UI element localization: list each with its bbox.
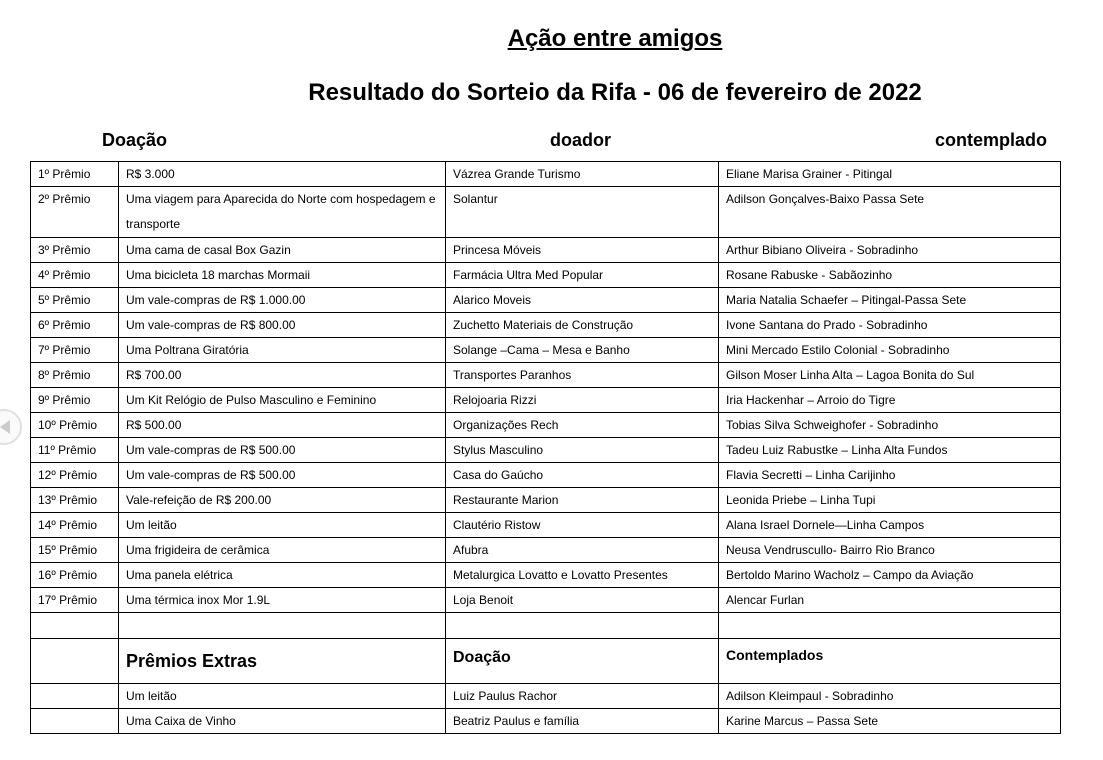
previous-page-arrow-icon[interactable] <box>0 409 22 445</box>
prize-item: Uma cama de casal Box Gazin <box>119 238 446 263</box>
table-row <box>31 513 1061 538</box>
table-row <box>31 162 1061 187</box>
prize-winner: Leonida Priebe – Linha Tupi <box>719 488 1061 513</box>
prize-place: 13º Prêmio <box>31 488 119 513</box>
results-table <box>30 161 1061 734</box>
table-row <box>31 438 1061 463</box>
prize-winner: Arthur Bibiano Oliveira - Sobradinho <box>719 238 1061 263</box>
prize-place: 12º Prêmio <box>31 463 119 488</box>
prize-place: 16º Prêmio <box>31 563 119 588</box>
table-row <box>31 338 1061 363</box>
table-row <box>31 238 1061 263</box>
document-title: Ação entre amigos <box>507 25 723 52</box>
prize-item: Uma Poltrana Giratória <box>119 338 446 363</box>
prize-donor: Organizações Rech <box>446 413 719 438</box>
prize-winner: Adilson Gonçalves-Baixo Passa Sete <box>719 187 1061 238</box>
prize-place: 15º Prêmio <box>31 538 119 563</box>
prize-place: 7º Prêmio <box>31 338 119 363</box>
prize-winner: Tadeu Luiz Rabustke – Linha Alta Fundos <box>719 438 1061 463</box>
prize-winner: Rosane Rabuske - Sabãozinho <box>719 263 1061 288</box>
prize-item: Um vale-compras de R$ 800.00 <box>119 313 446 338</box>
prize-winner: Tobias Silva Schweighofer - Sobradinho <box>719 413 1061 438</box>
prize-winner: Alana Israel Dornele—Linha Campos <box>719 513 1061 538</box>
prize-item: R$ 500.00 <box>119 413 446 438</box>
prize-item: Uma panela elétrica <box>119 563 446 588</box>
prize-donor: Solantur <box>446 187 719 238</box>
prize-place: 1º Prêmio <box>31 162 119 187</box>
prize-item: Uma térmica inox Mor 1.9L <box>119 588 446 613</box>
prize-item: Um Kit Relógio de Pulso Masculino e Feminino <box>119 388 446 413</box>
prize-winner: Ivone Santana do Prado - Sobradinho <box>719 313 1061 338</box>
prize-donor: Alarico Moveis <box>446 288 719 313</box>
prize-item: R$ 3.000 <box>119 162 446 187</box>
empty-cell <box>31 684 119 709</box>
prize-place: 4º Prêmio <box>31 263 119 288</box>
prize-donor: Clautério Ristow <box>446 513 719 538</box>
header-contemplado: contemplado <box>935 130 1048 150</box>
empty-cell <box>119 613 446 639</box>
prize-item: Um leitão <box>119 513 446 538</box>
empty-cell <box>31 613 119 639</box>
prize-donor: Transportes Paranhos <box>446 363 719 388</box>
extra-item: Um leitão <box>119 684 446 709</box>
table-row <box>31 313 1061 338</box>
extra-donor: Luiz Paulus Rachor <box>446 684 719 709</box>
prize-place: 8º Prêmio <box>31 363 119 388</box>
extras-winner-header: Contemplados <box>719 639 1061 684</box>
prize-donor: Stylus Masculino <box>446 438 719 463</box>
prize-donor: Solange –Cama – Mesa e Banho <box>446 338 719 363</box>
prize-donor: Afubra <box>446 538 719 563</box>
prize-place: 6º Prêmio <box>31 313 119 338</box>
table-row <box>31 187 1061 238</box>
prize-winner: Eliane Marisa Grainer - Pitingal <box>719 162 1061 187</box>
prize-winner: Flavia Secretti – Linha Carijinho <box>719 463 1061 488</box>
prize-winner: Neusa Vendruscullo- Bairro Rio Branco <box>719 538 1061 563</box>
table-row <box>31 538 1061 563</box>
prize-place: 3º Prêmio <box>31 238 119 263</box>
prize-donor: Farmácia Ultra Med Popular <box>446 263 719 288</box>
prize-item: R$ 700.00 <box>119 363 446 388</box>
prize-donor: Metalurgica Lovatto e Lovatto Presentes <box>446 563 719 588</box>
prize-item: Um vale-compras de R$ 500.00 <box>119 463 446 488</box>
extras-donor-header: Doação <box>446 639 719 684</box>
extras-title <box>119 639 446 684</box>
table-row <box>31 588 1061 613</box>
header-doacao: Doação <box>102 130 168 150</box>
empty-cell <box>31 639 119 684</box>
header-doador: doador <box>550 130 611 150</box>
table-row <box>31 388 1061 413</box>
empty-cell <box>719 613 1061 639</box>
prize-place: 2º Prêmio <box>31 187 119 238</box>
extra-item: Uma Caixa de Vinho <box>119 709 446 734</box>
table-row <box>31 288 1061 313</box>
prize-donor: Princesa Móveis <box>446 238 719 263</box>
empty-row <box>31 613 1061 639</box>
table-row <box>31 463 1061 488</box>
extra-donor: Beatriz Paulus e família <box>446 709 719 734</box>
extra-winner: Adilson Kleimpaul - Sobradinho <box>719 684 1061 709</box>
prize-donor: Zuchetto Materiais de Construção <box>446 313 719 338</box>
prize-winner: Bertoldo Marino Wacholz – Campo da Aviação <box>719 563 1061 588</box>
prize-winner: Mini Mercado Estilo Colonial - Sobradinho <box>719 338 1061 363</box>
prize-item: Vale-refeição de R$ 200.00 <box>119 488 446 513</box>
prize-donor: Casa do Gaúcho <box>446 463 719 488</box>
prize-donor: Vázrea Grande Turismo <box>446 162 719 187</box>
table-row <box>31 563 1061 588</box>
prize-place: 11º Prêmio <box>31 438 119 463</box>
empty-cell <box>446 613 719 639</box>
extra-winner: Karine Marcus – Passa Sete <box>719 709 1061 734</box>
prize-item: Uma frigideira de cerâmica <box>119 538 446 563</box>
prize-item: Uma bicicleta 18 marchas Mormaii <box>119 263 446 288</box>
prize-winner: Maria Natalia Schaefer – Pitingal-Passa Sete <box>719 288 1061 313</box>
prize-donor: Restaurante Marion <box>446 488 719 513</box>
prize-place: 17º Prêmio <box>31 588 119 613</box>
prize-place: 5º Prêmio <box>31 288 119 313</box>
prize-item: Um vale-compras de R$ 500.00 <box>119 438 446 463</box>
prize-winner: Alencar Furlan <box>719 588 1061 613</box>
extras-row <box>31 684 1061 709</box>
prize-place: 10º Prêmio <box>31 413 119 438</box>
prize-place: 14º Prêmio <box>31 513 119 538</box>
prize-donor: Relojoaria Rizzi <box>446 388 719 413</box>
empty-cell <box>31 709 119 734</box>
prize-item: Uma viagem para Aparecida do Norte com hospedagem e transporte <box>119 187 446 238</box>
extras-title-text: Prêmios Extras <box>126 651 258 671</box>
prize-place: 9º Prêmio <box>31 388 119 413</box>
extras-row <box>31 709 1061 734</box>
document-subtitle: Resultado do Sorteio da Rifa - 06 de fevereiro de 2022 <box>308 79 922 106</box>
extras-header-row <box>31 639 1061 684</box>
prize-donor: Loja Benoit <box>446 588 719 613</box>
prize-item: Um vale-compras de R$ 1.000.00 <box>119 288 446 313</box>
prize-winner: Iria Hackenhar – Arroio do Tigre <box>719 388 1061 413</box>
table-row <box>31 363 1061 388</box>
table-row <box>31 413 1061 438</box>
table-row <box>31 263 1061 288</box>
prize-winner: Gilson Moser Linha Alta – Lagoa Bonita do Sul <box>719 363 1061 388</box>
table-row <box>31 488 1061 513</box>
